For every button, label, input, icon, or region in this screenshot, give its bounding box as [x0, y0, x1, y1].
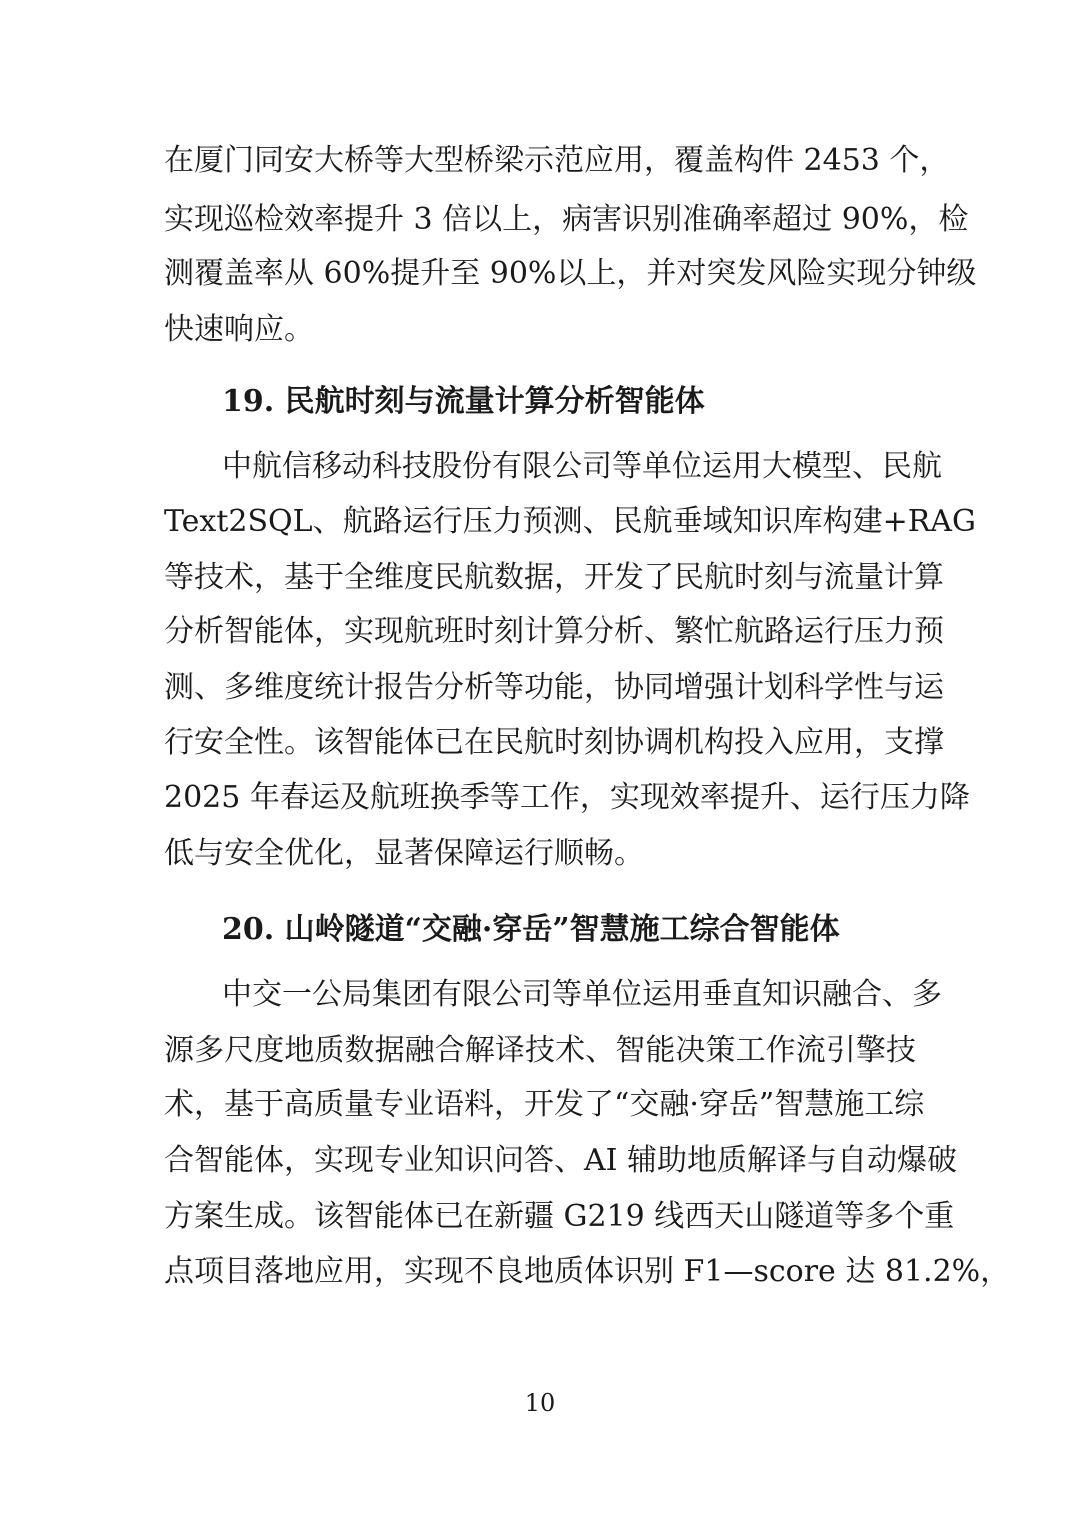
paragraph-line: 实现巡检效率提升 3 倍以上，病害识别准确率超过 90%，检	[164, 202, 969, 237]
paragraph-line: 等技术，基于全维度民航数据，开发了民航时刻与流量计算	[164, 560, 944, 595]
paragraph-line: 中航信移动科技股份有限公司等单位运用大模型、民航	[222, 449, 942, 484]
paragraph-line: 2025 年春运及航班换季等工作，实现效率提升、运行压力降	[164, 780, 970, 815]
paragraph-line: 术，基于高质量专业语料，开发了“交融·穿岳”智慧施工综	[164, 1087, 925, 1122]
page-number: 10	[524, 1389, 556, 1417]
paragraph-line: 在厦门同安大桥等大型桥梁示范应用，覆盖构件 2453 个，	[164, 143, 950, 178]
paragraph-line: 源多尺度地质数据融合解译技术、智能决策工作流引擎技	[164, 1033, 916, 1068]
paragraph-line: 快速响应。	[164, 312, 314, 347]
paragraph-line: 点项目落地应用，实现不良地质体识别 F1—score 达 81.2%，	[164, 1254, 1011, 1289]
paragraph-line: Text2SQL、航路运行压力预测、民航垂域知识库构建+RAG	[164, 504, 976, 539]
paragraph-line: 分析智能体，实现航班时刻计算分析、繁忙航路运行压力预	[164, 614, 944, 649]
paragraph-line: 测覆盖率从 60%提升至 90%以上，并对突发风险实现分钟级	[164, 256, 977, 291]
paragraph-line: 测、多维度统计报告分析等功能，协同增强计划科学性与运	[164, 670, 944, 705]
section-19-heading: 19. 民航时刻与流量计算分析智能体	[222, 384, 705, 419]
section-20-heading: 20. 山岭隧道“交融·穿岳”智慧施工综合智能体	[222, 912, 840, 947]
paragraph-line: 行安全性。该智能体已在民航时刻协调机构投入应用，支撑	[164, 725, 944, 760]
paragraph-line: 中交一公局集团有限公司等单位运用垂直知识融合、多	[222, 977, 942, 1012]
paragraph-line: 合智能体，实现专业知识问答、AI 辅助地质解译与自动爆破	[164, 1143, 958, 1178]
paragraph-line: 方案生成。该智能体已在新疆 G219 线西天山隧道等多个重	[164, 1199, 955, 1234]
paragraph-line: 低与安全优化，显著保障运行顺畅。	[164, 836, 644, 871]
